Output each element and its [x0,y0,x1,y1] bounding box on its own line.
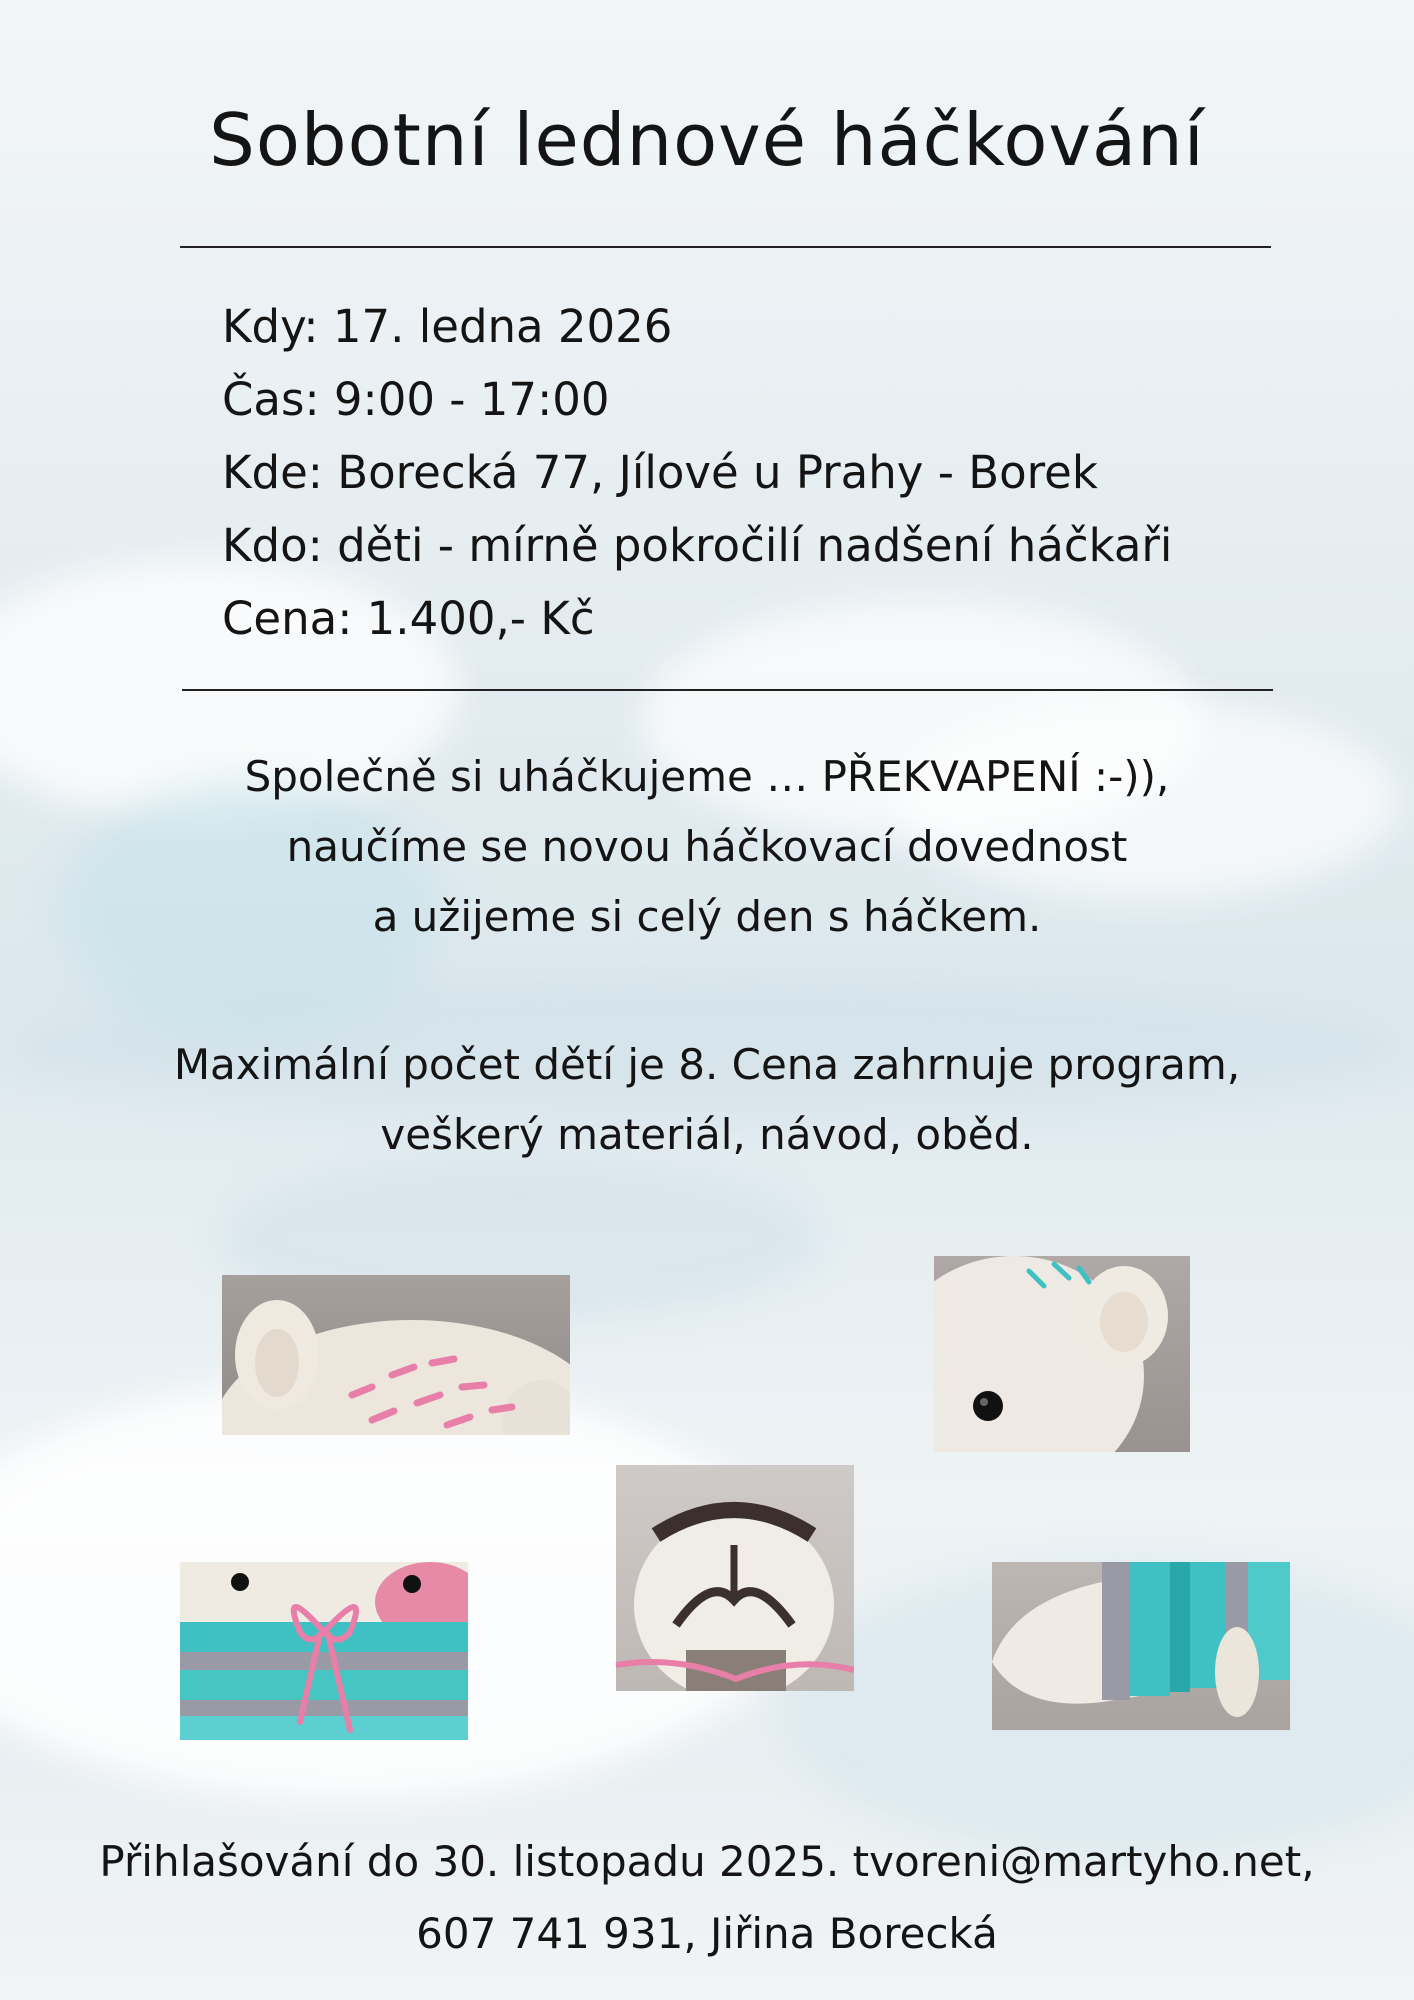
detail-when: Kdy: 17. ledna 2026 [222,300,673,353]
detail-where: Kde: Borecká 77, Jílové u Prahy - Borek [222,446,1098,499]
crochet-photo-brown-stitch [616,1465,854,1691]
page-title: Sobotní lednové háčkování [209,98,1205,182]
crochet-photo-white-head [934,1256,1190,1452]
detail-price: Cena: 1.400,- Kč [222,592,595,645]
intro-line: a užijeme si celý den s háčkem. [372,892,1042,941]
info-line: veškerý materiál, návod, oběd. [380,1110,1034,1159]
intro-line: naučíme se novou háčkovací dovednost [286,822,1128,871]
crochet-photo-turquoise-tail [992,1562,1290,1730]
divider-bottom [182,689,1273,691]
crochet-photo-pink-animal [222,1275,570,1435]
intro-line: Společně si uháčkujeme … PŘEKVAPENÍ :-)), [244,752,1170,801]
detail-time: Čas: 9:00 - 17:00 [222,373,610,426]
registration-footer [0,1826,1414,1970]
contact-line: 607 741 931, Jiřina Borecká [416,1909,998,1958]
info-line: Maximální počet dětí je 8. Cena zahrnuje program, [173,1040,1241,1089]
event-details [222,290,1172,655]
detail-who: Kdo: děti - mírně pokročilí nadšení háčkaři [222,519,1173,572]
intro-paragraph [0,742,1414,952]
divider-top [180,246,1271,248]
crochet-photo-striped-bow [180,1562,468,1740]
registration-line: Přihlašování do 30. listopadu 2025. tvoreni@martyho.net, [99,1837,1315,1886]
info-paragraph [0,1030,1414,1170]
